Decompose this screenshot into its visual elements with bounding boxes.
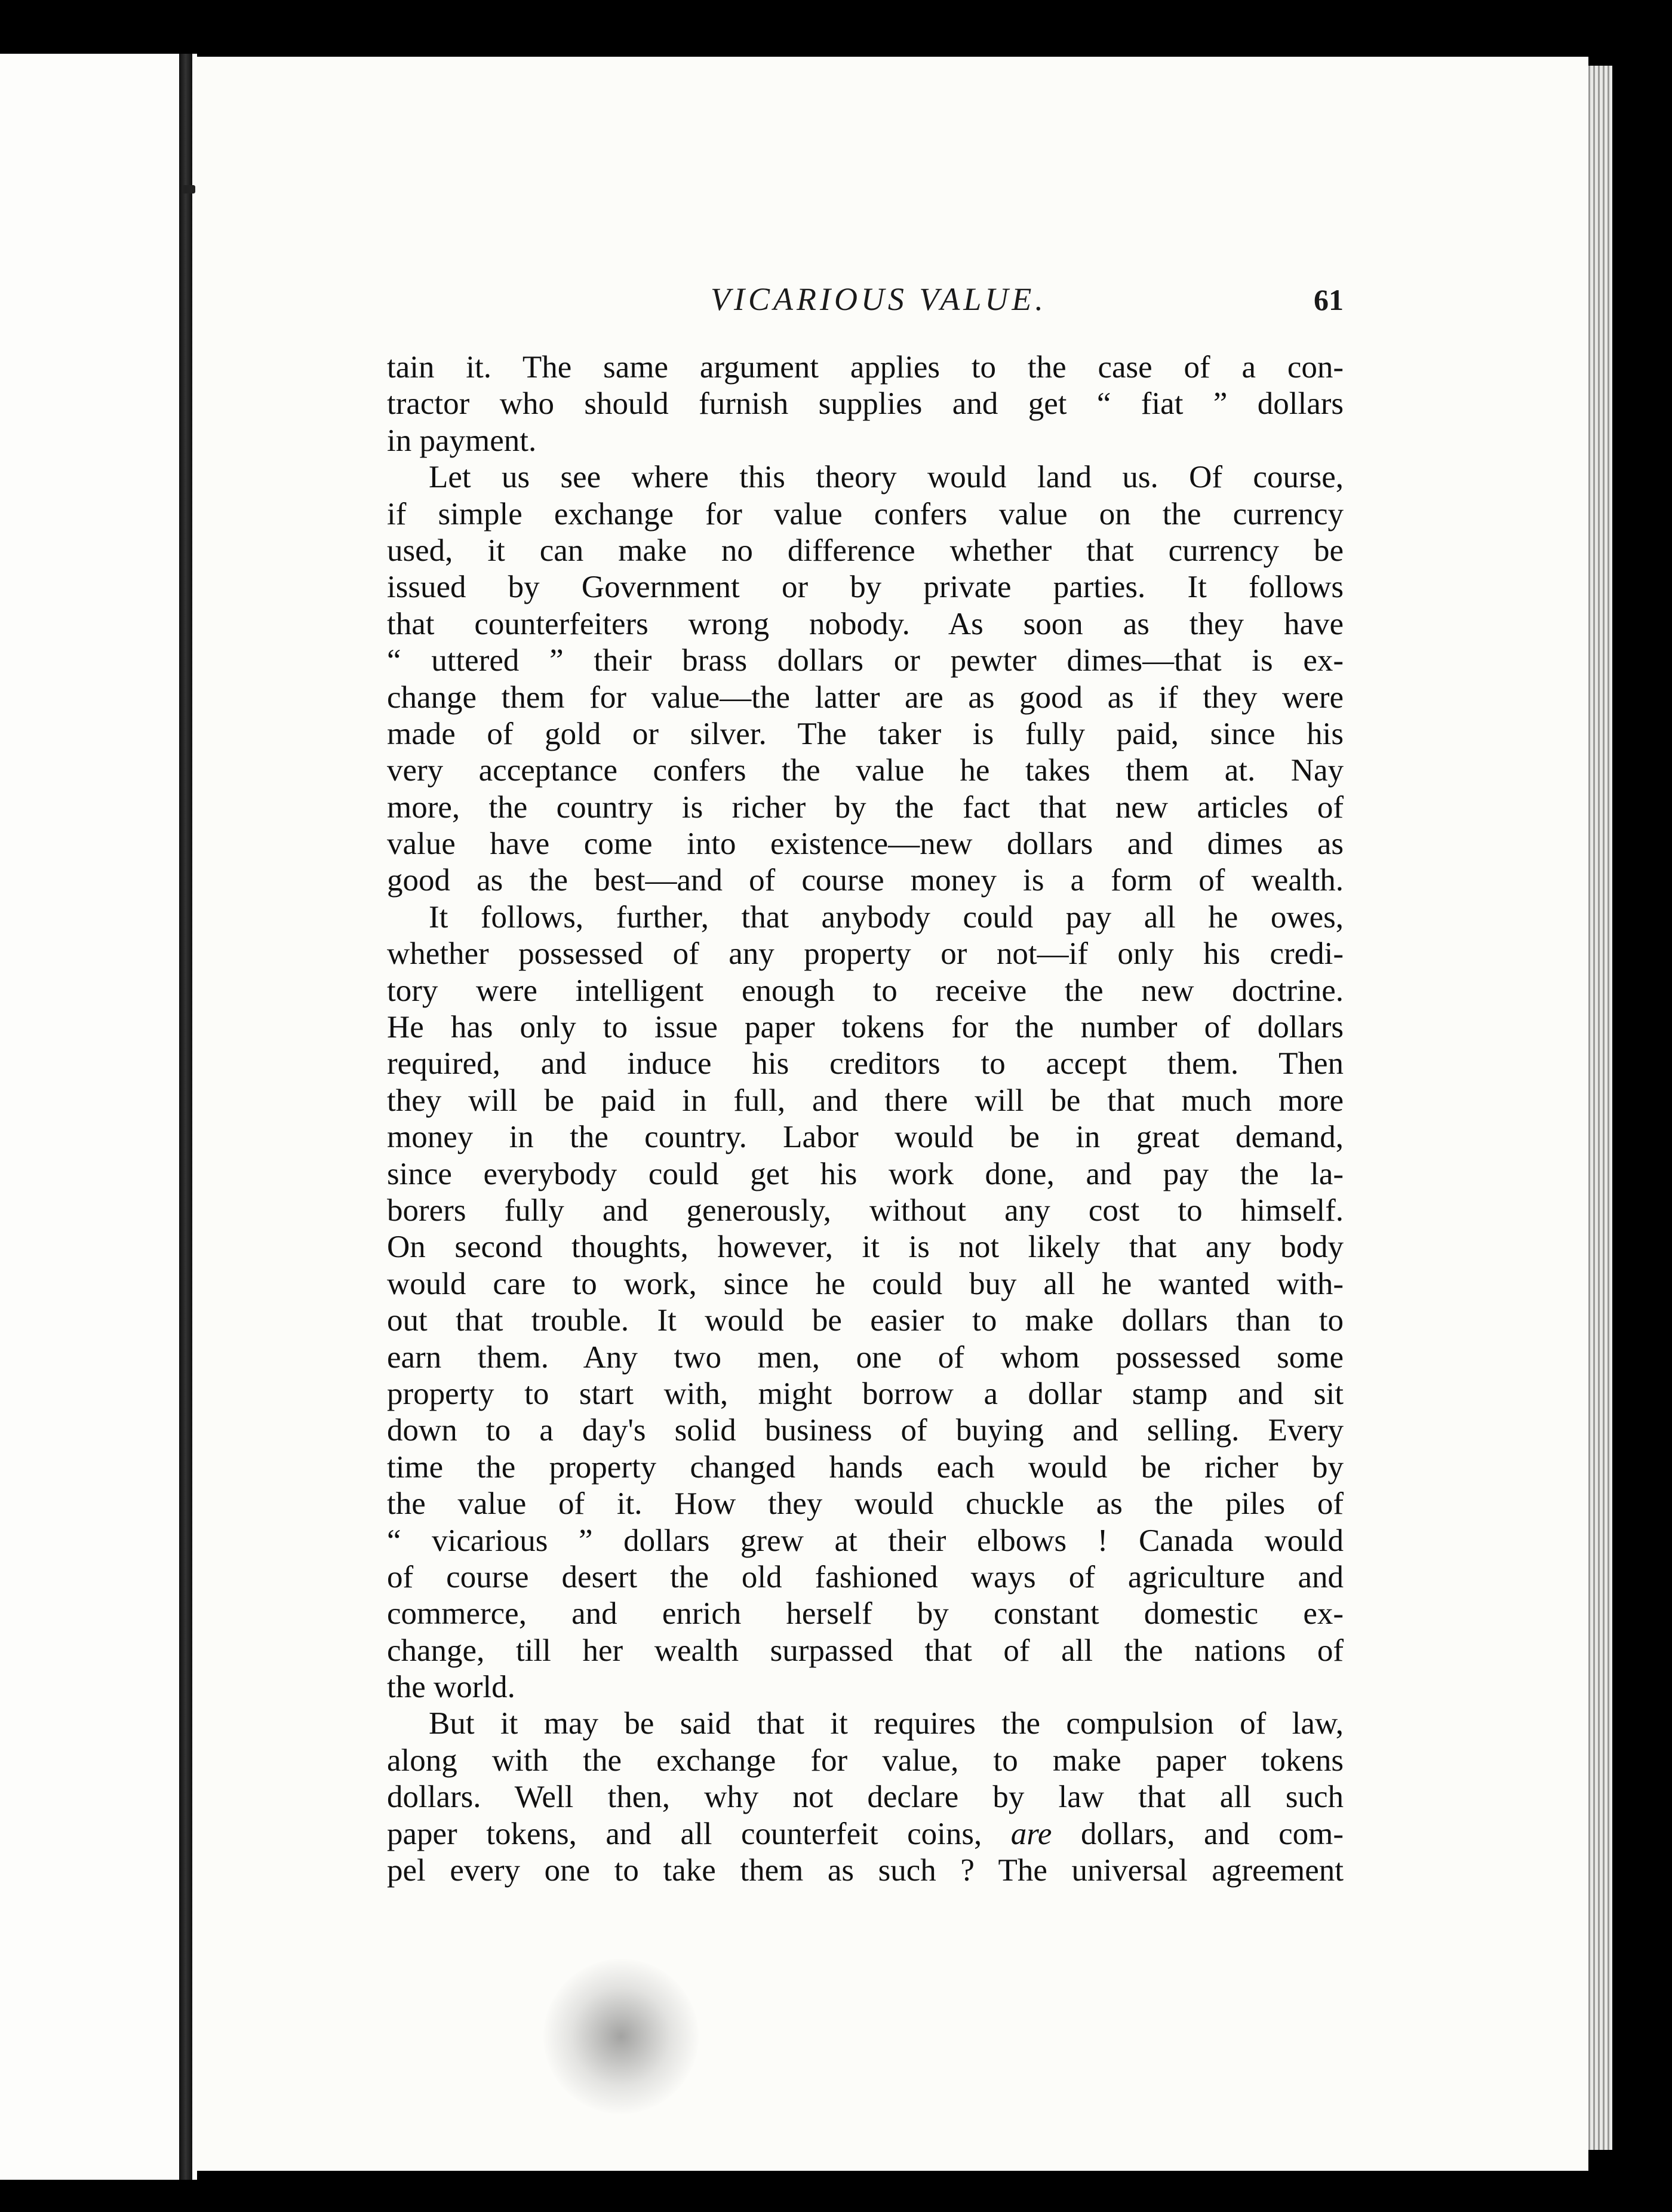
text-line: “ uttered ” their brass dollars or pewter dimes—that is ex- — [387, 643, 1344, 678]
text-line: money in the country. Labor would be in great demand, — [387, 1120, 1344, 1155]
text-line: down to a day's solid business of buying and selling. Every — [387, 1413, 1344, 1448]
text-line-end: dollars, and com- — [1081, 1816, 1344, 1851]
text-line: in payment. — [387, 423, 537, 458]
ink-smudge — [543, 1959, 699, 2114]
text-line: tory were intelligent enough to receive the new doctrine. — [387, 973, 1344, 1008]
text-line: issued by Government or by private parties. It follows — [387, 570, 1344, 605]
text-line: commerce, and enrich herself by constant domestic ex- — [387, 1596, 1344, 1632]
text-line: of course desert the old fashioned ways of agriculture and — [387, 1559, 1344, 1595]
text-line: “ vicarious ” dollars grew at their elbows ! Canada would — [387, 1523, 1344, 1558]
text-line: the value of it. How they would chuckle as the piles of — [387, 1486, 1344, 1522]
text-line: used, it can make no difference whether that currency be — [387, 533, 1344, 568]
page-stack-edge — [1588, 66, 1612, 2150]
margin-mark — [182, 185, 195, 193]
text-line: made of gold or silver. The taker is fully paid, since his — [387, 716, 1344, 751]
text-line: tain it. The same argument applies to the case of a con- — [387, 350, 1344, 385]
text-line: tractor who should furnish supplies and get “ fiat ” dollars — [387, 386, 1344, 422]
text-line: borers fully and generously, without any cost to himself. — [387, 1193, 1344, 1228]
text-line: more, the country is richer by the fact that new articles of — [387, 789, 1344, 825]
text-line: It follows, further, that anybody could pay all he owes, — [429, 899, 1344, 935]
page-header — [388, 281, 1344, 318]
body-text — [387, 349, 1344, 1889]
text-line: pel every one to take them as such ? The universal agreement — [387, 1853, 1344, 1888]
text-line: very acceptance confers the value he takes them at. Nay — [387, 753, 1344, 788]
text-line: On second thoughts, however, it is not likely that any body — [387, 1230, 1344, 1265]
text-line: that counterfeiters wrong nobody. As soon as they have — [387, 606, 1344, 641]
text-line: along with the exchange for value, to make paper tokens — [387, 1743, 1344, 1778]
text-line: if simple exchange for value confers value on the currency — [387, 496, 1344, 532]
text-line: But it may be said that it requires the compulsion of law, — [429, 1706, 1344, 1741]
text-line: He has only to issue paper tokens for the number of dollars — [387, 1010, 1344, 1045]
text-line: out that trouble. It would be easier to make dollars than to — [387, 1303, 1344, 1338]
text-line: would care to work, since he could buy all he wanted with- — [387, 1266, 1344, 1301]
page-number: 61 — [1314, 283, 1344, 317]
text-line: dollars. Well then, why not declare by law that all such — [387, 1780, 1344, 1815]
text-line — [387, 1816, 1344, 1852]
running-title: VICARIOUS VALUE. — [711, 281, 1047, 317]
text-line: Let us see where this theory would land us. Of course, — [429, 460, 1344, 495]
binding-gutter — [179, 54, 192, 2180]
text-line: since everybody could get his work done, and pay the la- — [387, 1156, 1344, 1191]
text-line: the world. — [387, 1670, 515, 1705]
text-line: property to start with, might borrow a dollar stamp and sit — [387, 1376, 1344, 1411]
text-line: they will be paid in full, and there will be that much more — [387, 1083, 1344, 1118]
text-line-start: paper tokens, and all counterfeit coins, — [387, 1816, 982, 1851]
italic-word: are — [1010, 1816, 1052, 1851]
text-line: value have come into existence—new dollars and dimes as — [387, 827, 1344, 862]
text-line: change, till her wealth surpassed that of all the nations of — [387, 1633, 1344, 1668]
text-line: time the property changed hands each would be richer by — [387, 1449, 1344, 1485]
text-line: required, and induce his creditors to accept them. Then — [387, 1046, 1344, 1082]
text-line: whether possessed of any property or not—if only his credi- — [387, 936, 1344, 972]
previous-page-stub — [0, 54, 197, 2180]
text-line: good as the best—and of course money is a form of wealth. — [387, 863, 1344, 898]
text-line: earn them. Any two men, one of whom possessed some — [387, 1340, 1344, 1375]
text-line: change them for value—the latter are as good as if they were — [387, 680, 1344, 715]
